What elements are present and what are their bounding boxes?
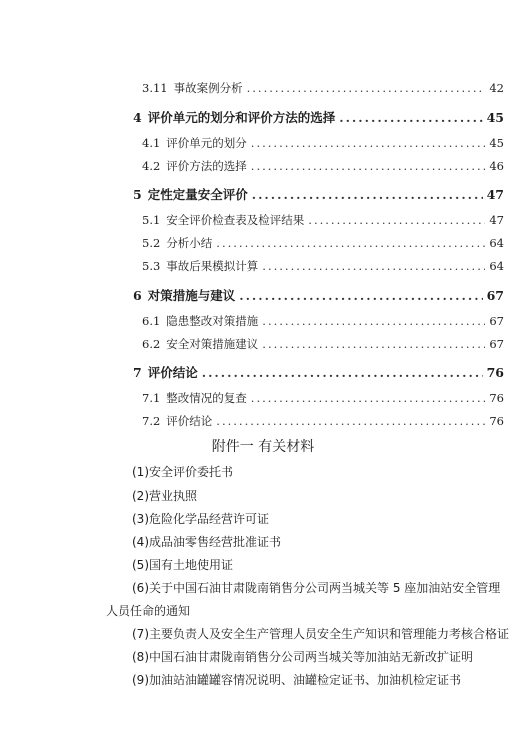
toc-leader xyxy=(251,391,486,405)
toc-number: 5.3 xyxy=(142,259,161,273)
toc-number: 4.2 xyxy=(142,159,161,173)
toc-leader xyxy=(308,213,485,227)
annex-item: (5)国有土地使用证 xyxy=(132,558,233,572)
toc-page: 42 xyxy=(489,81,504,95)
toc-chapter-7 xyxy=(133,363,504,381)
toc-page: 76 xyxy=(489,391,504,405)
toc-number: 7.2 xyxy=(142,414,161,428)
toc-entry-3-11 xyxy=(142,80,504,98)
toc-number: 5.1 xyxy=(142,213,161,227)
toc-page: 76 xyxy=(486,365,504,380)
toc-number: 5 xyxy=(133,187,142,202)
toc-number: 7.1 xyxy=(142,391,161,405)
toc-chapter-5 xyxy=(133,185,504,203)
toc-number: 6.1 xyxy=(142,314,161,328)
toc-page: 45 xyxy=(486,110,504,125)
toc-page: 47 xyxy=(489,213,504,227)
annex-item: (8)中国石油甘肃陇南销售分公司两当城关等加油站无新改扩证明 xyxy=(132,650,474,664)
annex-item: (3)危险化学品经营许可证 xyxy=(132,512,269,526)
toc-number: 6 xyxy=(133,288,142,303)
toc-title: 定性定量安全评价 xyxy=(147,187,248,202)
toc-leader xyxy=(262,314,485,328)
annex-item: (2)营业执照 xyxy=(132,489,197,503)
annex-item: (7)主要负责人及安全生产管理人员安全生产知识和管理能力考核合格证 xyxy=(132,627,510,641)
toc-title: 评价单元的划分 xyxy=(166,136,247,150)
annex-item: (6)关于中国石油甘肃陇南销售分公司两当城关等 5 座加油站安全管理 xyxy=(132,581,501,595)
toc-title: 事故后果模拟计算 xyxy=(166,259,259,273)
toc-number: 6.2 xyxy=(142,337,161,351)
annex-item-continuation: 人员任命的通知 xyxy=(106,604,191,618)
toc-title: 隐患整改对策措施 xyxy=(166,314,259,328)
toc-title: 对策措施与建议 xyxy=(147,288,236,303)
toc-title: 安全评价检查表及检评结果 xyxy=(166,213,305,227)
toc-page: 67 xyxy=(486,288,504,303)
toc-page: 67 xyxy=(489,337,504,351)
toc-entry-6-1 xyxy=(142,313,504,331)
toc-title: 评价结论 xyxy=(147,365,198,380)
toc-chapter-4 xyxy=(133,108,504,126)
toc-leader xyxy=(251,159,486,173)
toc-page: 46 xyxy=(489,159,504,173)
toc-title: 分析小结 xyxy=(166,236,213,250)
toc-entry-7-1 xyxy=(142,390,504,408)
toc-page: 45 xyxy=(489,136,504,150)
toc-leader xyxy=(262,259,485,273)
annex-item: (1)安全评价委托书 xyxy=(132,465,233,479)
toc-leader xyxy=(252,187,483,202)
toc-page: 64 xyxy=(489,236,504,250)
toc-chapter-6 xyxy=(133,286,504,304)
toc-entry-4-2 xyxy=(142,158,504,176)
toc-entry-5-1 xyxy=(142,212,504,230)
toc-leader xyxy=(202,365,483,380)
toc-leader xyxy=(251,136,486,150)
annex-heading: 附件一 有关材料 xyxy=(211,439,315,455)
toc-leader xyxy=(239,288,482,303)
toc-title: 评价单元的划分和评价方法的选择 xyxy=(147,110,336,125)
toc-title: 安全对策措施建议 xyxy=(166,337,259,351)
toc-entry-6-2 xyxy=(142,336,504,354)
toc-number: 5.2 xyxy=(142,236,161,250)
toc-title: 评价方法的选择 xyxy=(166,159,247,173)
toc-number: 3.11 xyxy=(142,81,168,95)
toc-page: 67 xyxy=(489,314,504,328)
toc-leader xyxy=(262,337,485,351)
toc-entry-4-1 xyxy=(142,135,504,153)
toc-leader xyxy=(339,110,482,125)
toc-title: 事故案例分析 xyxy=(173,81,243,95)
toc-leader xyxy=(216,236,485,250)
toc-page: 64 xyxy=(489,259,504,273)
toc-title: 整改情况的复查 xyxy=(166,391,247,405)
annex-item: (4)成品油零售经营批准证书 xyxy=(132,535,281,549)
toc-number: 4.1 xyxy=(142,136,161,150)
annex-item: (9)加油站油罐罐容情况说明、油罐检定证书、加油机检定证书 xyxy=(132,673,462,687)
toc-leader xyxy=(247,81,486,95)
toc-entry-5-2 xyxy=(142,235,504,253)
toc-entry-5-3 xyxy=(142,258,504,276)
toc-number: 7 xyxy=(133,365,142,380)
toc-leader xyxy=(216,414,485,428)
toc-entry-7-2 xyxy=(142,413,504,431)
toc-page: 47 xyxy=(486,187,504,202)
toc-number: 4 xyxy=(133,110,142,125)
toc-title: 评价结论 xyxy=(166,414,213,428)
toc-page: 76 xyxy=(489,414,504,428)
